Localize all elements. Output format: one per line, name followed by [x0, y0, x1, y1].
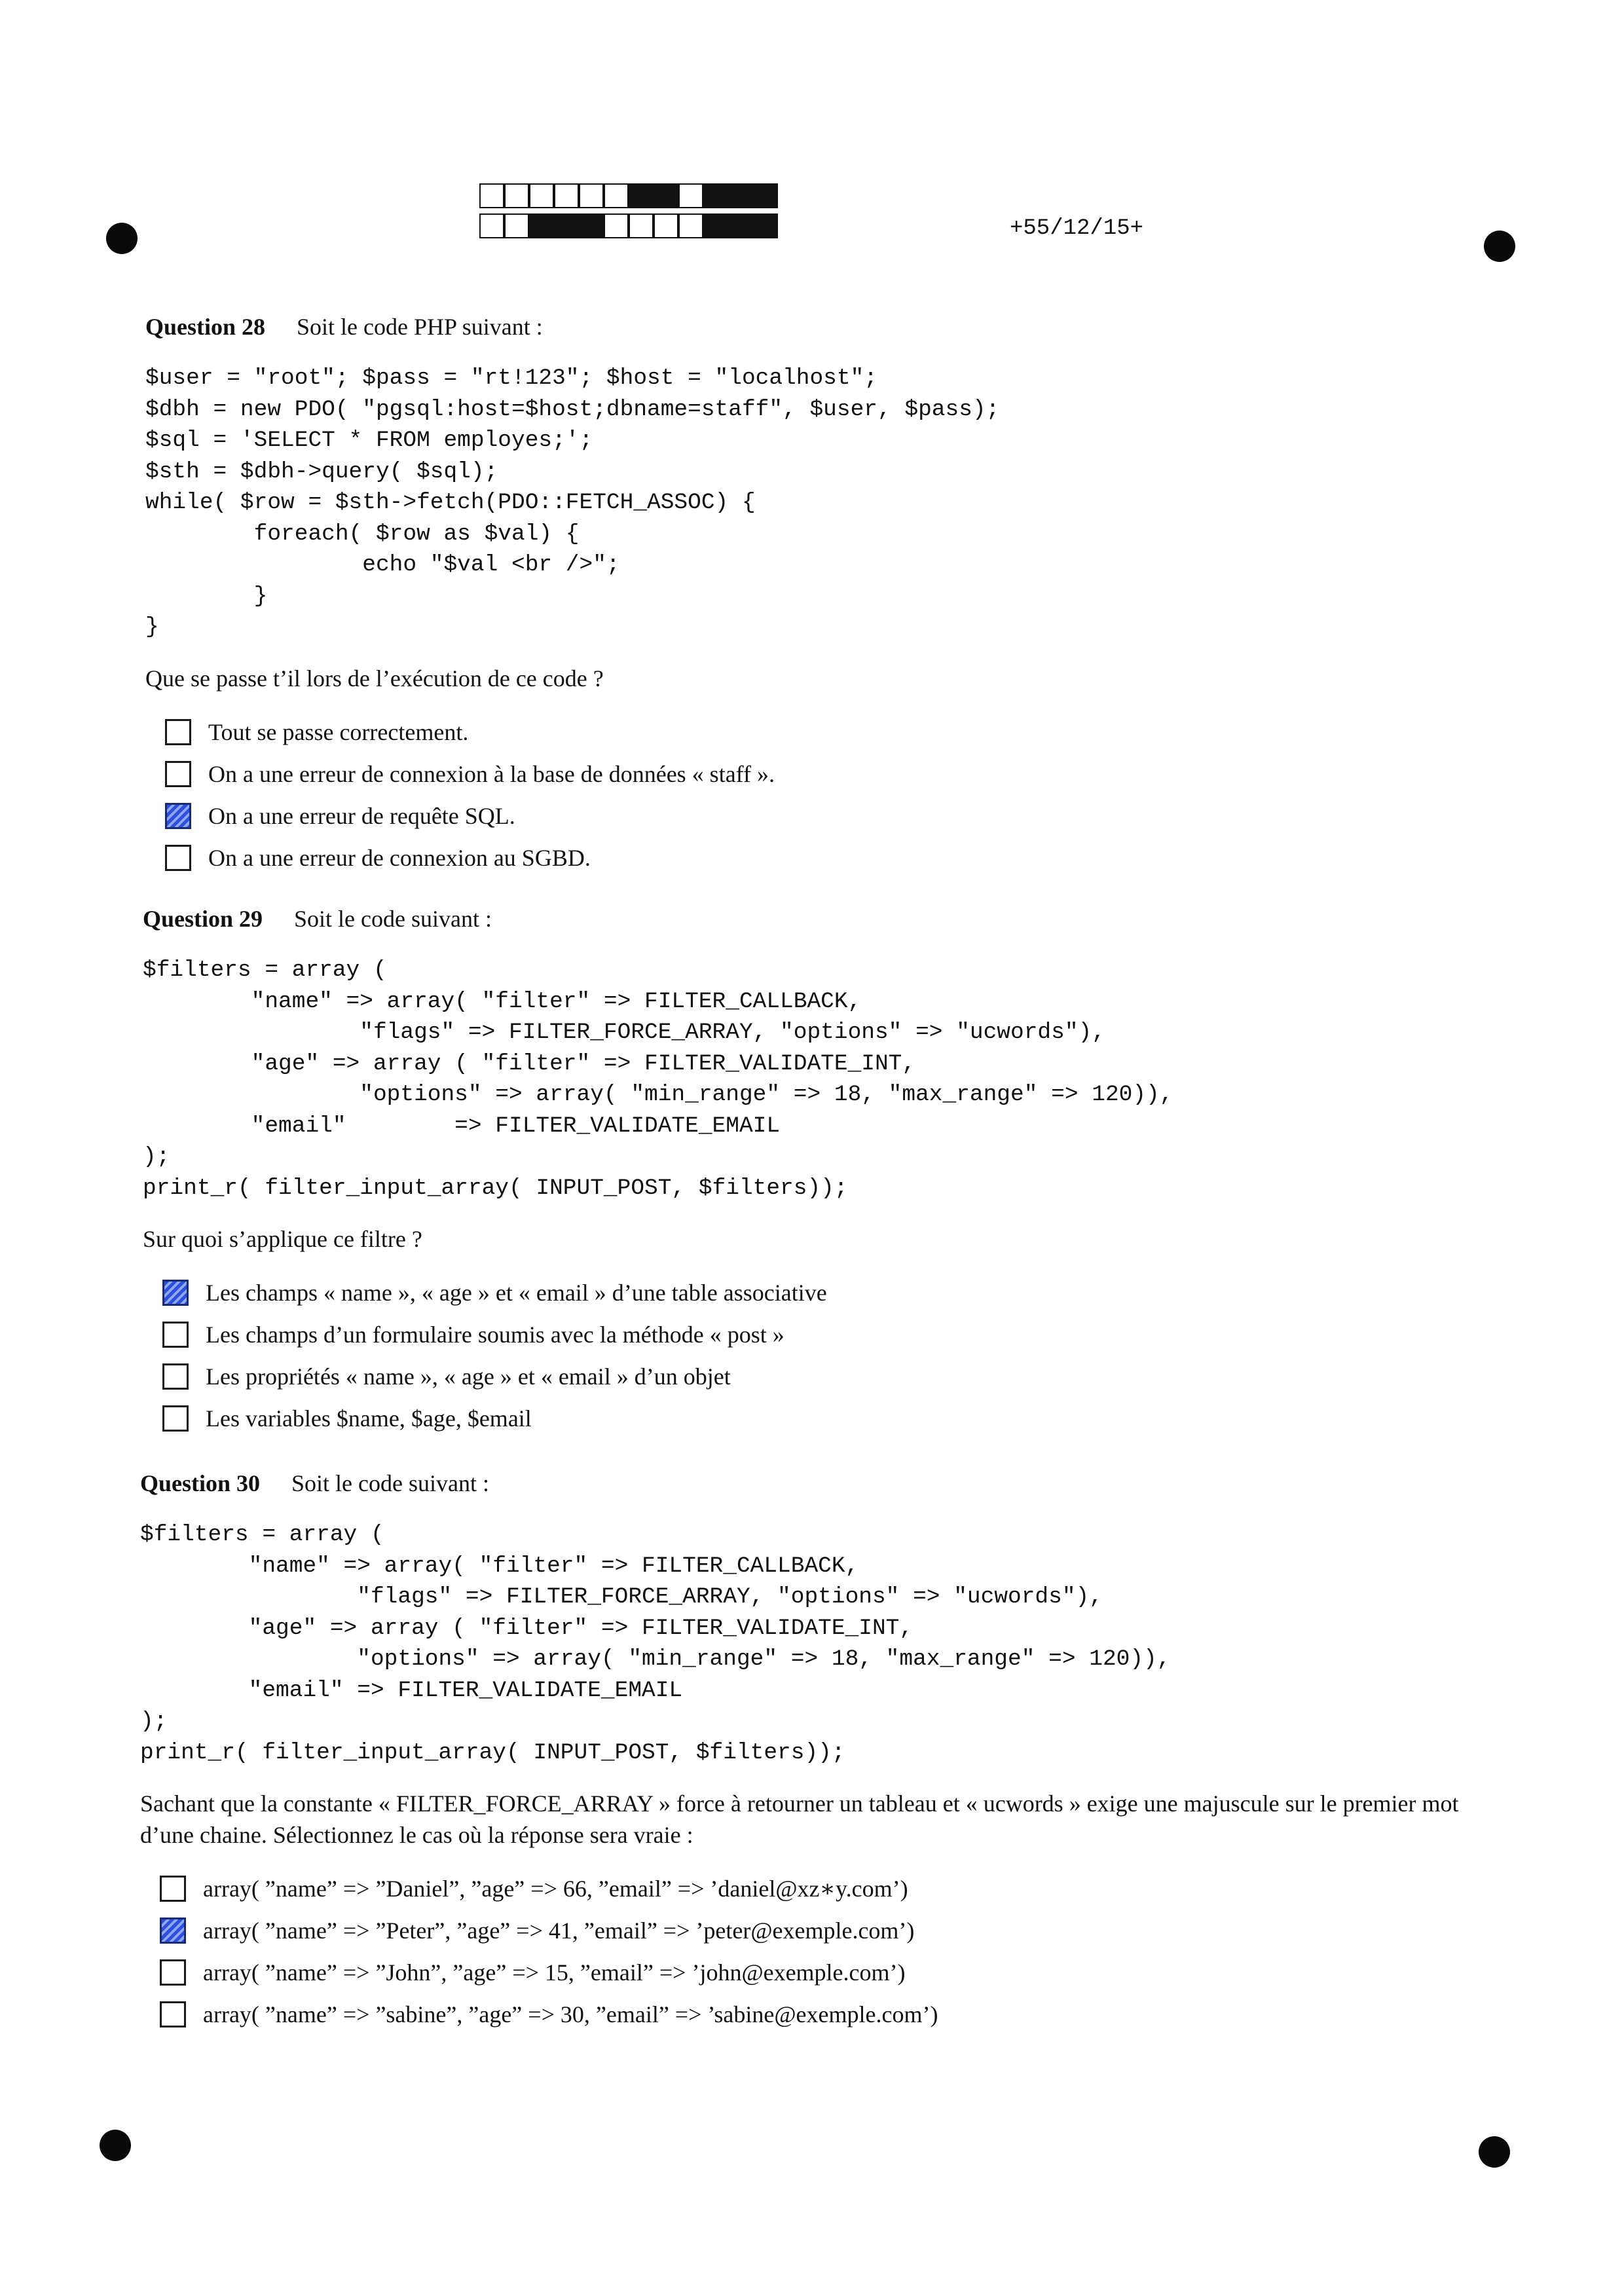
barcode-cell	[753, 213, 778, 238]
choice-label: Les variables $name, $age, $email	[206, 1405, 532, 1432]
choice-label: Les champs d’un formulaire soumis avec la méthode « post »	[206, 1322, 784, 1348]
registration-mark-bottom-right	[1479, 2136, 1510, 2168]
barcode-cell	[728, 183, 753, 208]
barcode-cell	[529, 183, 554, 208]
answer-choices	[160, 1868, 1476, 2035]
question-30	[140, 1470, 1476, 2035]
barcode-cell	[554, 183, 579, 208]
question-prompt: Sachant que la constante « FILTER_FORCE_ARRAY » force à retourner un tableau et « ucwords » exige une majuscule sur le premier mot d’une chaine. Sélectionnez le cas où la réponse sera vraie :	[140, 1790, 1459, 1848]
checkbox[interactable]	[165, 803, 191, 829]
answer-choice[interactable]	[162, 1314, 1479, 1356]
choice-label: array( ”name” => ”sabine”, ”age” => 30, ”email” => ’sabine@exemple.com’)	[203, 2001, 938, 2028]
barcode-cell	[703, 183, 728, 208]
checkbox[interactable]	[160, 2001, 186, 2028]
answer-choices	[162, 1272, 1479, 1439]
barcode-cell	[504, 213, 529, 238]
question-number: Question 28	[145, 314, 266, 340]
choice-label: array( ”name” => ”Daniel”, ”age” => 66, ”email” => ’daniel@xz∗y.com’)	[203, 1876, 908, 1902]
code-block: $filters = array ( "name" => array( "filter" => FILTER_CALLBACK, "flags" => FILTER_FORCE_ARRAY, "options" => "ucwords"), "age" => array ( "filter" => FILTER_VALIDATE_INT, "options" => array( "min_range" => 18, "max_range" => 120)), "email" => FILTER_VALIDATE_EMAIL ); print_r( filter_input_array( INPUT_POST, $filters));	[140, 1522, 1171, 1766]
answer-choice[interactable]	[160, 1952, 1476, 1993]
answer-choice[interactable]	[162, 1398, 1479, 1439]
choice-label: On a une erreur de connexion à la base de données « staff ».	[208, 760, 775, 787]
barcode-cell	[479, 183, 504, 208]
registration-mark-bottom-left	[100, 2130, 131, 2161]
question-29	[143, 905, 1479, 1439]
barcode-cell	[579, 213, 604, 238]
barcode-cell	[579, 183, 604, 208]
checkbox[interactable]	[160, 1959, 186, 1986]
code-block: $user = "root"; $pass = "rt!123"; $host = "localhost"; $dbh = new PDO( "pgsql:host=$host;dbname=staff", $user, $pass); $sql = 'SELECT * FROM employes;'; $sth = $dbh->query( $sql); while( $row = $sth->fetch(PDO::FETCH_ASSOC) { foreach( $row as $val) { echo "$val <br />"; } }	[145, 365, 1000, 640]
checkbox[interactable]	[165, 845, 191, 871]
barcode-cell	[753, 183, 778, 208]
registration-mark-top-left	[106, 223, 138, 254]
answer-choice[interactable]	[165, 795, 1481, 837]
barcode-cell	[629, 213, 654, 238]
answer-choice[interactable]	[165, 837, 1481, 879]
choice-label: array( ”name” => ”John”, ”age” => 15, ”email” => ’john@exemple.com’)	[203, 1959, 906, 1986]
barcode-cell	[604, 213, 629, 238]
answer-choice[interactable]	[160, 1910, 1476, 1952]
barcode-cell	[678, 183, 703, 208]
choice-label: Tout se passe correctement.	[208, 718, 469, 745]
checkbox[interactable]	[165, 761, 191, 787]
question-header	[140, 1470, 1476, 1497]
question-intro: Soit le code PHP suivant :	[297, 314, 543, 340]
answer-choice[interactable]	[165, 711, 1481, 753]
question-prompt: Sur quoi s’applique ce filtre ?	[143, 1226, 422, 1252]
answer-choice[interactable]	[160, 1993, 1476, 2035]
answer-choices	[165, 711, 1481, 879]
page-barcode	[479, 183, 778, 244]
barcode-cell	[554, 213, 579, 238]
barcode-cell	[629, 183, 654, 208]
choice-label: On a une erreur de requête SQL.	[208, 802, 515, 829]
barcode-cell	[728, 213, 753, 238]
registration-mark-top-right	[1484, 231, 1515, 262]
checkbox[interactable]	[165, 719, 191, 745]
page-identifier: +55/12/15+	[1010, 216, 1144, 241]
question-header	[145, 313, 1481, 341]
barcode-cell	[654, 213, 678, 238]
answer-choice[interactable]	[165, 753, 1481, 795]
question-number: Question 29	[143, 906, 263, 932]
answer-choice[interactable]	[160, 1868, 1476, 1910]
choice-label: On a une erreur de connexion au SGBD.	[208, 844, 591, 871]
answer-choice[interactable]	[162, 1356, 1479, 1398]
question-prompt: Que se passe t’il lors de l’exécution de ce code ?	[145, 665, 604, 692]
question-header	[143, 905, 1479, 933]
checkbox[interactable]	[160, 1917, 186, 1944]
barcode-row	[479, 183, 778, 208]
barcode-cell	[703, 213, 728, 238]
question-number: Question 30	[140, 1470, 261, 1496]
barcode-row	[479, 213, 778, 238]
checkbox[interactable]	[162, 1322, 189, 1348]
question-intro: Soit le code suivant :	[291, 1470, 489, 1496]
barcode-cell	[604, 183, 629, 208]
barcode-cell	[504, 183, 529, 208]
checkbox[interactable]	[160, 1876, 186, 1902]
question-intro: Soit le code suivant :	[294, 906, 492, 932]
barcode-cell	[529, 213, 554, 238]
barcode-cell	[678, 213, 703, 238]
choice-label: Les champs « name », « age » et « email » d’une table associative	[206, 1280, 827, 1306]
checkbox[interactable]	[162, 1363, 189, 1390]
barcode-cell	[479, 213, 504, 238]
choice-label: array( ”name” => ”Peter”, ”age” => 41, ”email” => ’peter@exemple.com’)	[203, 1917, 915, 1944]
answer-choice[interactable]	[162, 1272, 1479, 1314]
checkbox[interactable]	[162, 1405, 189, 1432]
choice-label: Les propriétés « name », « age » et « email » d’un objet	[206, 1363, 731, 1390]
question-28	[145, 313, 1481, 879]
code-block: $filters = array ( "name" => array( "filter" => FILTER_CALLBACK, "flags" => FILTER_FORCE_ARRAY, "options" => "ucwords"), "age" => array ( "filter" => FILTER_VALIDATE_INT, "options" => array( "min_range" => 18, "max_range" => 120)), "email" => FILTER_VALIDATE_EMAIL ); print_r( filter_input_array( INPUT_POST, $filters));	[143, 957, 1173, 1201]
barcode-cell	[654, 183, 678, 208]
checkbox[interactable]	[162, 1280, 189, 1306]
